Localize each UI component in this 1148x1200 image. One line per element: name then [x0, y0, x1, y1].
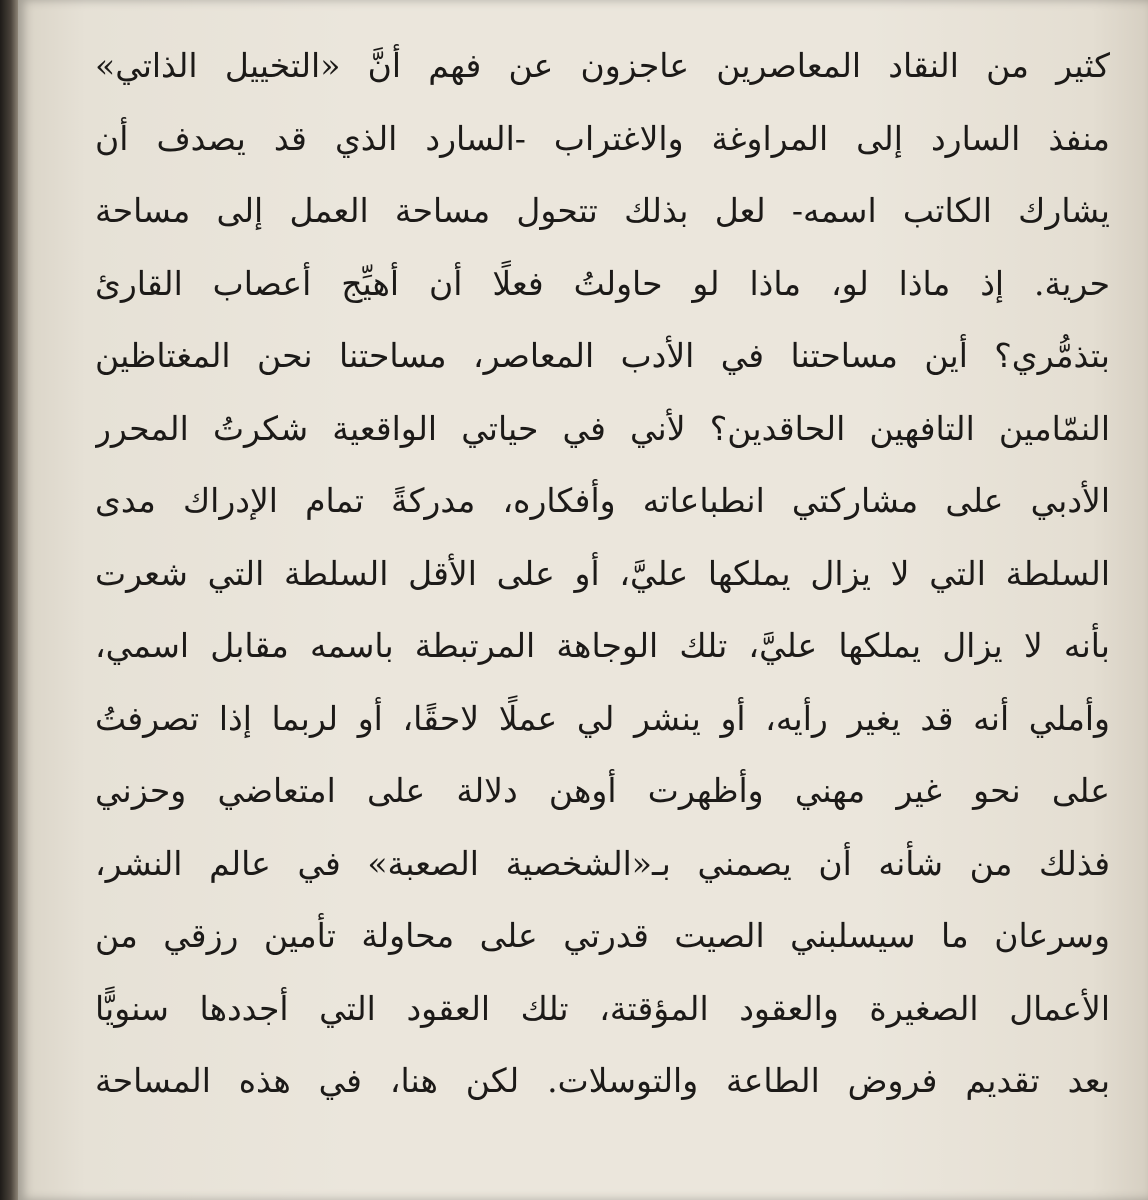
text-line: كثير من النقاد المعاصرين عاجزون عن فهم أنَّ «التخييل الذاتي» — [95, 46, 1110, 85]
book-spine-shadow — [0, 0, 18, 1200]
text-line: وسرعان ما سيسلبني الصيت قدرتي على محاولة تأمين رزقي من — [95, 916, 1110, 955]
text-line: بأنه لا يزال يملكها عليَّ، تلك الوجاهة المرتبطة باسمه مقابل اسمي، — [95, 626, 1110, 665]
text-line: بعد تقديم فروض الطاعة والتوسلات. لكن هنا، في هذه المساحة — [95, 1061, 1110, 1100]
text-line: يشارك الكاتب اسمه- لعل بذلك تتحول مساحة العمل إلى مساحة — [95, 191, 1110, 230]
text-line: على نحو غير مهني وأظهرت أوهن دلالة على امتعاضي وحزني — [95, 771, 1110, 810]
text-line: بتذمُّري؟ أين مساحتنا في الأدب المعاصر، مساحتنا نحن المغتاظين — [95, 336, 1110, 375]
text-line: السلطة التي لا يزال يملكها عليَّ، أو على الأقل السلطة التي شعرت — [95, 553, 1110, 593]
text-line: وأملي أنه قد يغير رأيه، أو ينشر لي عملًا لاحقًا، أو لربما إذا تصرفتُ — [95, 698, 1110, 738]
text-line: منفذ السارد إلى المراوغة والاغتراب -السارد الذي قد يصدف أن — [95, 118, 1110, 158]
text-line: الأعمال الصغيرة والعقود المؤقتة، تلك العقود التي أجددها سنويًّا — [95, 988, 1110, 1028]
text-line: حرية. إذ ماذا لو، ماذا لو حاولتُ فعلًا أن أهيِّج أعصاب القارئ — [95, 263, 1110, 303]
text-line: الأدبي على مشاركتي انطباعاته وأفكاره، مدركةً تمام الإدراك مدى — [95, 481, 1110, 520]
text-line: النمّامين التافهين الحاقدين؟ لأني في حياتي الواقعية شكرتُ المحرر — [95, 408, 1110, 448]
page-text — [95, 30, 1110, 1118]
text-line: فذلك من شأنه أن يصمني بـ«الشخصية الصعبة» في عالم النشر، — [95, 843, 1110, 883]
